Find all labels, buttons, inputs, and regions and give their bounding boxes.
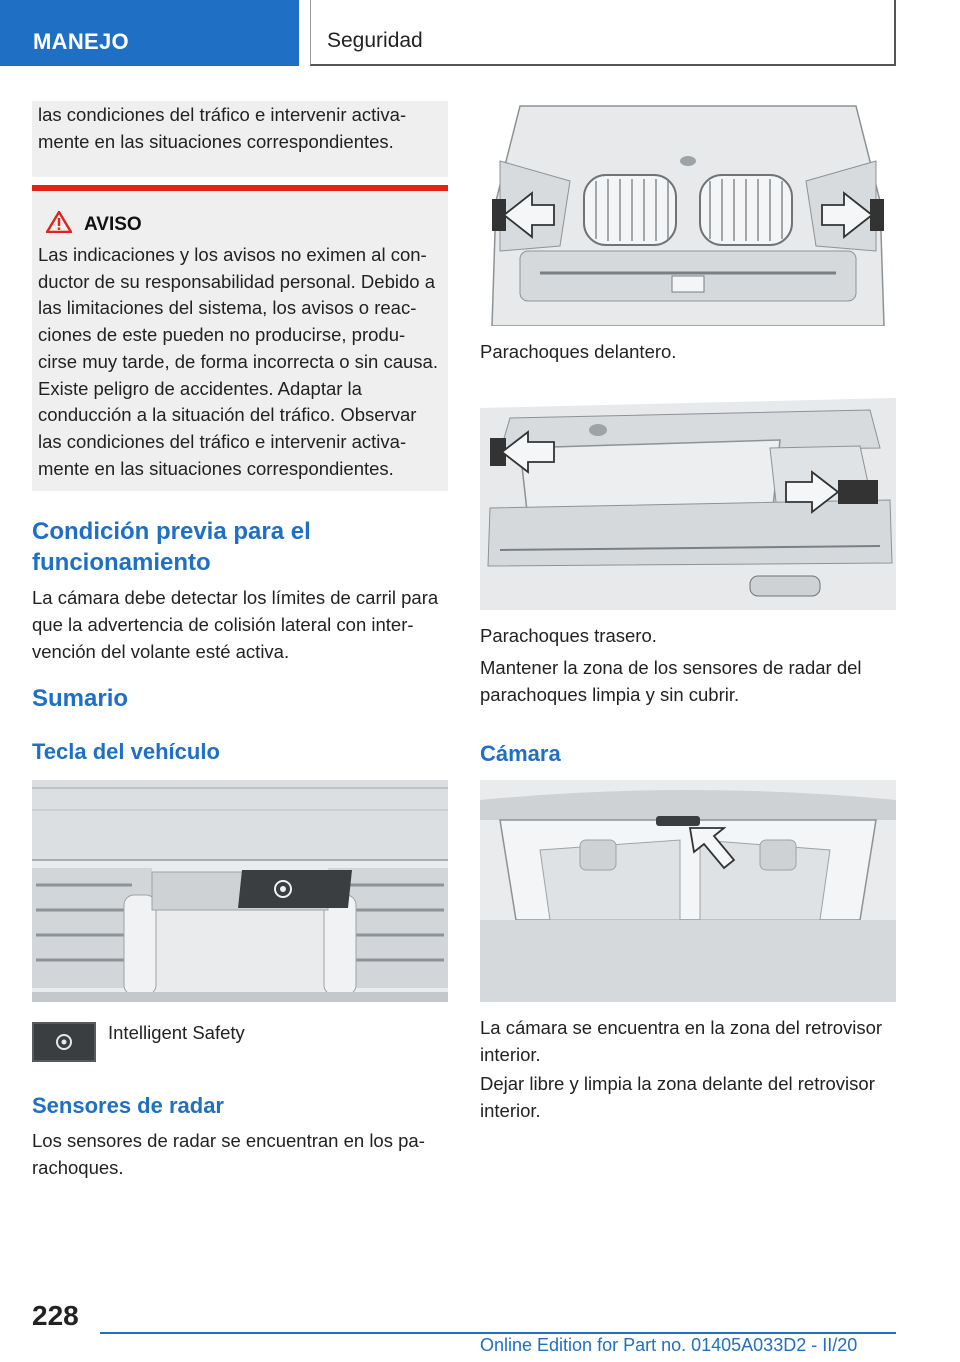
radar-text: Los sensores de radar se encuentran en los pa-rachoques. [32, 1130, 425, 1178]
vehicle-key-heading: Tecla del vehículo [32, 739, 220, 764]
chapter-title: Seguridad [310, 0, 896, 66]
warning-box [32, 185, 448, 491]
summary-heading: Sumario [32, 685, 129, 712]
footer-divider [100, 1332, 896, 1334]
camera-text-2: Dejar libre y limpia la zona delante del retrovisor interior. [480, 1073, 875, 1121]
intelligent-safety-label: Intelligent Safety [108, 1022, 245, 1043]
warning-text: Las indicaciones y los avisos no eximen al con-ductor de su responsabilidad personal. Debido a las limitaciones del sistema, los avisos o reac-ciones de este pueden no producirse, produ-cirse muy tarde, de forma incorrecta o sin causa. Existe peligro de accidentes. Adaptar la conducción a la situación del tráfico. Observar las condiciones del tráfico e intervenir activa-mente en las situaciones correspondientes. [38, 244, 438, 479]
intelligent-safety-button-icon [32, 1022, 96, 1062]
camera-heading: Cámara [480, 741, 561, 766]
rear-bumper-figure [480, 388, 896, 610]
warning-triangle-icon [46, 211, 72, 238]
front-bumper-caption: Parachoques delantero. [480, 341, 677, 362]
note-continuation: las condiciones del tráfico e intervenir activa-mente en las situaciones correspondientes. [32, 101, 448, 177]
section-tab: MANEJO [0, 0, 299, 66]
precondition-text: La cámara debe detectar los límites de carril para que la advertencia de colisión lateral con inter-vención del volante esté activa. [32, 587, 439, 662]
precondition-heading: Condición previa para el funcionamiento [32, 518, 311, 576]
warning-header [46, 211, 440, 238]
front-bumper-figure [480, 101, 896, 326]
radar-heading: Sensores de radar [32, 1093, 224, 1118]
online-edition-note: Online Edition for Part no. 01405A033D2 - II/20 [480, 1335, 858, 1355]
warning-title: AVISO [84, 213, 142, 235]
dashboard-button-figure [32, 780, 448, 1002]
rear-bumper-text: Mantener la zona de los sensores de radar del parachoques limpia y sin cubrir. [480, 657, 862, 705]
camera-figure [480, 780, 896, 1002]
page-number: 228 [32, 1300, 79, 1331]
camera-text-1: La cámara se encuentra en la zona del retrovisor interior. [480, 1017, 883, 1065]
rear-bumper-caption: Parachoques trasero. [480, 625, 657, 646]
